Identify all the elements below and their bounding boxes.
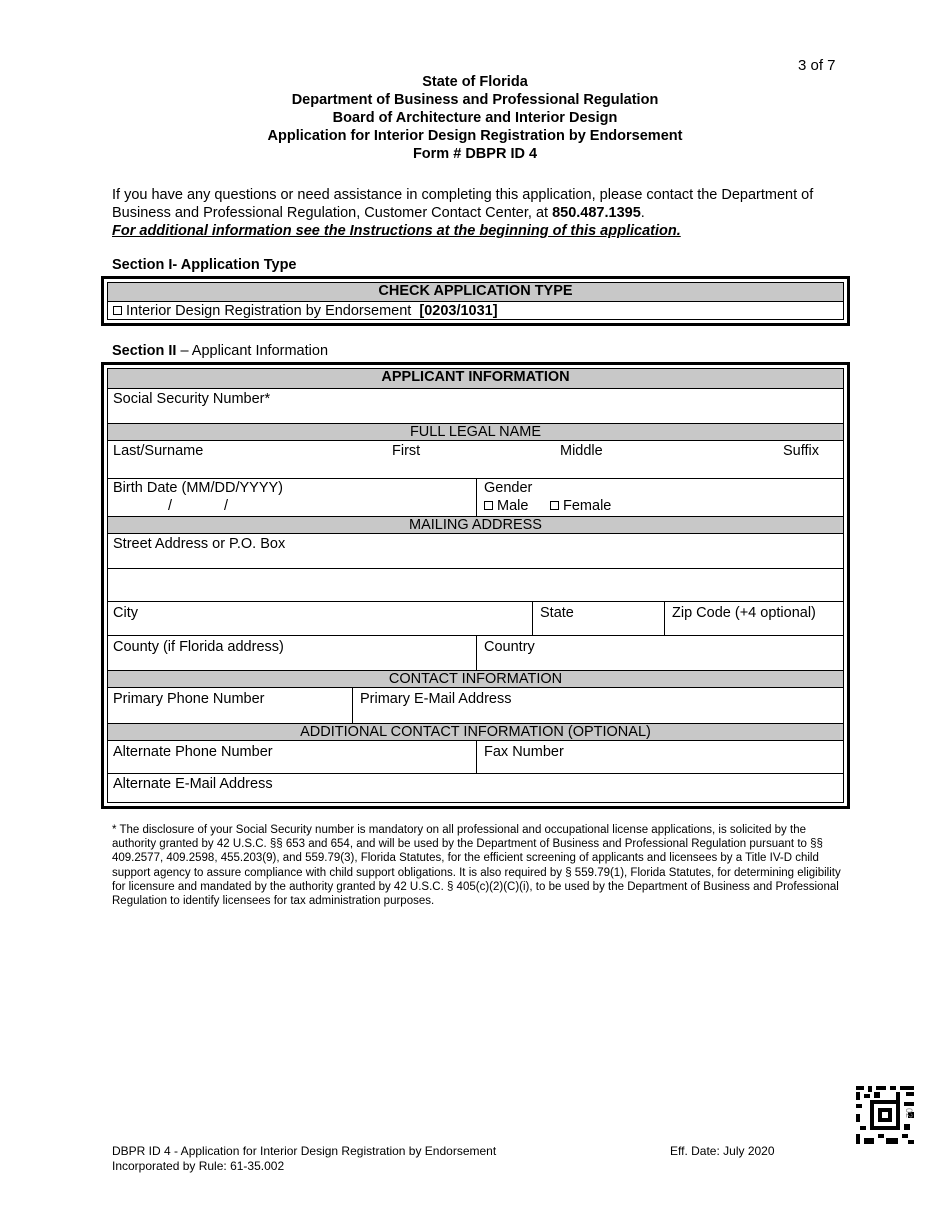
divider-line <box>532 601 533 635</box>
suffix-label: Suffix <box>783 443 820 459</box>
checkbox-icon[interactable] <box>484 501 493 510</box>
header-form-number: Form # DBPR ID 4 <box>412 146 538 162</box>
barcode-number: 02 <box>904 1108 914 1119</box>
female-label: Female <box>563 498 612 514</box>
footer-effective-date: Eff. Date: July 2020 <box>670 1144 775 1158</box>
ssn-field[interactable] <box>108 389 843 423</box>
header-state: State of Florida <box>422 74 528 90</box>
street-address-label: Street Address or P.O. Box <box>113 536 286 552</box>
primary-phone-label: Primary Phone Number <box>113 691 265 707</box>
divider-line <box>108 568 843 569</box>
last-name-label: Last/Surname <box>113 443 204 459</box>
alternate-phone-label: Alternate Phone Number <box>113 744 273 760</box>
contact-information-band: CONTACT INFORMATION <box>108 670 843 688</box>
intro-paragraph <box>112 186 832 240</box>
intro-period: . <box>640 205 645 221</box>
mailing-address-band: MAILING ADDRESS <box>108 516 843 534</box>
instructions-note: For additional information see the Instructions at the beginning of this application. <box>112 223 681 239</box>
checkbox-icon[interactable] <box>113 306 122 315</box>
divider-line <box>664 601 665 635</box>
section-2-label: Section II <box>112 343 177 359</box>
gender-female-option[interactable] <box>550 498 611 515</box>
male-label: Male <box>497 498 529 514</box>
state-label: State <box>540 605 574 621</box>
middle-name-label: Middle <box>560 443 603 459</box>
section-2-label-rest: – Applicant Information <box>176 343 329 359</box>
header-board: Board of Architecture and Interior Design <box>332 110 618 126</box>
footer-form-title: DBPR ID 4 - Application for Interior Design Registration by Endorsement <box>112 1144 497 1158</box>
header-application-title: Application for Interior Design Registration by Endorsement <box>267 128 683 144</box>
divider-line <box>476 741 477 773</box>
applicant-information-header: APPLICANT INFORMATION <box>108 369 843 389</box>
footer-rule: Incorporated by Rule: 61-35.002 <box>112 1159 285 1173</box>
gender-male-option[interactable] <box>484 498 528 515</box>
header-department: Department of Business and Professional Regulation <box>291 92 659 108</box>
county-label: County (if Florida address) <box>113 639 284 655</box>
zip-code-label: Zip Code (+4 optional) <box>672 605 816 621</box>
application-type-option[interactable] <box>113 303 498 320</box>
gender-label: Gender <box>484 480 533 496</box>
city-label: City <box>113 605 138 621</box>
intro-text: If you have any questions or need assistance in completing this application, please contact the Department of Business and Professional Regulation, Customer Contact Center, at <box>112 187 814 221</box>
birth-date-slash: / <box>224 498 229 514</box>
option-code: [0203/1031] <box>419 303 498 319</box>
divider-line <box>476 478 477 516</box>
birth-date-slash: / <box>168 498 173 514</box>
page-number: 3 of 7 <box>798 57 836 74</box>
full-legal-name-band: FULL LEGAL NAME <box>108 423 843 441</box>
option-label: Interior Design Registration by Endorsement <box>126 303 412 319</box>
section-2-title <box>112 343 328 359</box>
application-type-table <box>101 276 850 326</box>
birth-date-label: Birth Date (MM/DD/YYYY) <box>113 480 283 496</box>
form-header <box>0 73 950 163</box>
applicant-information-inner <box>107 368 844 803</box>
divider-line <box>108 601 843 602</box>
check-application-type-header: CHECK APPLICATION TYPE <box>108 283 843 302</box>
contact-phone: 850.487.1395 <box>552 205 641 221</box>
footer-left <box>112 1144 496 1174</box>
country-label: Country <box>484 639 535 655</box>
primary-email-label: Primary E-Mail Address <box>360 691 512 707</box>
section-1-title: Section I- Application Type <box>112 257 297 273</box>
applicant-information-table <box>101 362 850 809</box>
checkbox-icon[interactable] <box>550 501 559 510</box>
divider-line <box>352 688 353 723</box>
additional-contact-band: ADDITIONAL CONTACT INFORMATION (OPTIONAL) <box>108 723 843 741</box>
alternate-email-label: Alternate E-Mail Address <box>113 776 273 792</box>
ssn-label: Social Security Number* <box>113 391 271 407</box>
divider-line <box>108 773 843 774</box>
divider-line <box>476 635 477 670</box>
ssn-disclosure-footnote: * The disclosure of your Social Security number is mandatory on all professional and occupational license applications, is solicited by the authority granted by 42 U.S.C. §§ 653 and 654, and will be used by the Department of Business and Professional Regulation pursuant to §§ 409.2577, 409.2598, 455.203(9), and 559.79(3), Florida Statutes, for the efficient screening of applicants and licensees by a Title IV-D child support agency to assure compliance with child support obligations. It is also required by § 559.79(1), Florida Statutes, for determining eligibility for licensure and mandated by the authority granted by 42 U.S.C. § 405(c)(2)(C)(i), to be used by the Department of Business and Professional Regulation to identify licensees for tax administration purposes. <box>112 824 841 908</box>
fax-number-label: Fax Number <box>484 744 564 760</box>
first-name-label: First <box>392 443 421 459</box>
application-type-inner <box>107 282 844 320</box>
